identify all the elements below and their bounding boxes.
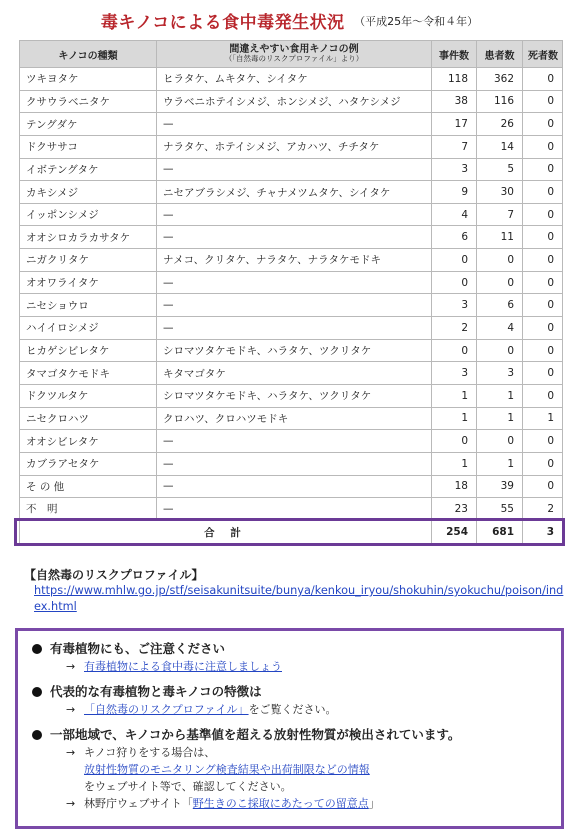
table-row bbox=[20, 362, 563, 385]
arrow-right-icon: → bbox=[66, 797, 76, 810]
cell-mushroom-name: クサウラベニタケ bbox=[20, 90, 157, 113]
cell-edible-example: ニセアブラシメジ、チャナメツムタケ、シイタケ bbox=[157, 181, 432, 204]
cell-deaths: 0 bbox=[523, 294, 563, 317]
table-row bbox=[20, 430, 563, 453]
cell-edible-example: — bbox=[157, 294, 432, 317]
bullet-dot-icon bbox=[32, 644, 42, 654]
cell-edible-example: ウラベニホテイシメジ、ホンシメジ、ハタケシメジ bbox=[157, 90, 432, 113]
poisoning-table-wrap bbox=[19, 40, 562, 545]
plants-poisoning-link[interactable]: 有毒植物による食中毒に注意しましょう bbox=[84, 660, 282, 673]
cell-edible-example: — bbox=[157, 271, 432, 294]
cell-deaths: 0 bbox=[523, 135, 563, 158]
cell-cases: 118 bbox=[432, 68, 477, 91]
cell-deaths: 0 bbox=[523, 90, 563, 113]
cell-edible-example: — bbox=[157, 452, 432, 475]
table-row bbox=[20, 294, 563, 317]
cell-edible-example: — bbox=[157, 475, 432, 498]
risk-profile-inline-link[interactable]: 「自然毒のリスクプロファイル」 bbox=[84, 703, 249, 716]
cell-deaths: 0 bbox=[523, 362, 563, 385]
forestry-suffix: 」 bbox=[368, 797, 380, 810]
page-period: （平成25年～令和４年） bbox=[354, 14, 479, 28]
poisoning-table bbox=[19, 40, 563, 545]
cell-deaths: 2 bbox=[523, 498, 563, 521]
cell-edible-example: — bbox=[157, 158, 432, 181]
cell-patients: 0 bbox=[477, 249, 523, 272]
cell-patients: 7 bbox=[477, 203, 523, 226]
cell-mushroom-name: ニセショウロ bbox=[20, 294, 157, 317]
cell-mushroom-name: そ の 他 bbox=[20, 475, 157, 498]
cell-deaths: 0 bbox=[523, 452, 563, 475]
cell-edible-example: — bbox=[157, 226, 432, 249]
cell-mushroom-name: ニガクリタケ bbox=[20, 249, 157, 272]
notice-radiation-title: 一部地域で、キノコから基準値を超える放射性物質が検出されています。 bbox=[50, 727, 461, 742]
cell-deaths: 0 bbox=[523, 249, 563, 272]
table-row bbox=[20, 384, 563, 407]
cell-patients: 0 bbox=[477, 339, 523, 362]
bullet-dot-icon bbox=[32, 687, 42, 697]
notice-box bbox=[15, 628, 564, 829]
cell-deaths: 0 bbox=[523, 158, 563, 181]
cell-cases: 23 bbox=[432, 498, 477, 521]
arrow-right-icon: → bbox=[66, 746, 76, 759]
radiation-line-3: をウェブサイト等で、確認してください。 bbox=[84, 780, 292, 793]
cell-deaths: 0 bbox=[523, 384, 563, 407]
col-header-example bbox=[157, 41, 432, 68]
table-row bbox=[20, 249, 563, 272]
cell-patients: 6 bbox=[477, 294, 523, 317]
cell-cases: 1 bbox=[432, 407, 477, 430]
cell-patients: 116 bbox=[477, 90, 523, 113]
cell-cases: 3 bbox=[432, 158, 477, 181]
cell-deaths: 0 bbox=[523, 113, 563, 136]
cell-mushroom-name: オオシロカラカサタケ bbox=[20, 226, 157, 249]
forestry-prefix: 林野庁ウェブサイト「 bbox=[84, 797, 193, 810]
features-suffix: をご覧ください。 bbox=[248, 703, 337, 716]
table-row bbox=[20, 475, 563, 498]
cell-edible-example: — bbox=[157, 430, 432, 453]
total-label: 合 計 bbox=[20, 520, 432, 544]
total-deaths: 3 bbox=[523, 520, 563, 544]
table-row bbox=[20, 68, 563, 91]
cell-patients: 0 bbox=[477, 271, 523, 294]
cell-patients: 5 bbox=[477, 158, 523, 181]
notice-features-sub bbox=[28, 701, 561, 718]
cell-cases: 9 bbox=[432, 181, 477, 204]
cell-edible-example: シロマツタケモドキ、ハラタケ、ツクリタケ bbox=[157, 339, 432, 362]
table-row bbox=[20, 90, 563, 113]
radiation-monitoring-link[interactable]: 放射性物質のモニタリング検査結果や出荷制限などの情報 bbox=[84, 763, 370, 776]
cell-edible-example: キタマゴタケ bbox=[157, 362, 432, 385]
table-row bbox=[20, 181, 563, 204]
table-row bbox=[20, 203, 563, 226]
cell-patients: 39 bbox=[477, 475, 523, 498]
notice-radiation-sub-3 bbox=[28, 778, 561, 795]
cell-patients: 1 bbox=[477, 452, 523, 475]
table-row bbox=[20, 317, 563, 340]
cell-cases: 3 bbox=[432, 362, 477, 385]
notice-features-title: 代表的な有毒植物と毒キノコの特徴は bbox=[50, 684, 262, 699]
cell-patients: 3 bbox=[477, 362, 523, 385]
page-title: 毒キノコによる食中毒発生状況 bbox=[100, 13, 345, 33]
cell-cases: 38 bbox=[432, 90, 477, 113]
col-header-example-note: （「自然毒のリスクプロファイル」より） bbox=[224, 54, 364, 64]
risk-profile-title: 【自然毒のリスクプロファイル】 bbox=[24, 568, 204, 582]
cell-cases: 1 bbox=[432, 384, 477, 407]
table-row bbox=[20, 339, 563, 362]
cell-mushroom-name: イッポンシメジ bbox=[20, 203, 157, 226]
cell-edible-example: — bbox=[157, 498, 432, 521]
cell-cases: 7 bbox=[432, 135, 477, 158]
risk-profile-link[interactable]: https://www.mhlw.go.jp/stf/seisakunitsuite/bunya/kenkou_iryou/shokuhin/syokuchu/poison/index.html bbox=[34, 584, 564, 613]
cell-mushroom-name: ドクササコ bbox=[20, 135, 157, 158]
cell-edible-example: クロハツ、クロハツモドキ bbox=[157, 407, 432, 430]
cell-mushroom-name: カキシメジ bbox=[20, 181, 157, 204]
cell-edible-example: — bbox=[157, 317, 432, 340]
arrow-right-icon: → bbox=[66, 703, 76, 716]
cell-deaths: 0 bbox=[523, 68, 563, 91]
cell-deaths: 0 bbox=[523, 339, 563, 362]
cell-patients: 14 bbox=[477, 135, 523, 158]
cell-patients: 0 bbox=[477, 430, 523, 453]
notice-bullet-plants bbox=[28, 639, 561, 658]
cell-patients: 1 bbox=[477, 407, 523, 430]
table-row bbox=[20, 226, 563, 249]
cell-cases: 17 bbox=[432, 113, 477, 136]
cell-patients: 55 bbox=[477, 498, 523, 521]
radiation-line-1: キノコ狩りをする場合は、 bbox=[84, 746, 216, 759]
col-header-example-main: 間違えやすい食用キノコの例 bbox=[229, 43, 359, 55]
cell-patients: 11 bbox=[477, 226, 523, 249]
cell-edible-example: — bbox=[157, 113, 432, 136]
forestry-wild-mushroom-link[interactable]: 野生きのこ採取にあたっての留意点 bbox=[192, 797, 369, 810]
cell-deaths: 0 bbox=[523, 226, 563, 249]
cell-cases: 4 bbox=[432, 203, 477, 226]
cell-mushroom-name: ハイイロシメジ bbox=[20, 317, 157, 340]
cell-edible-example: ナメコ、クリタケ、ナラタケ、ナラタケモドキ bbox=[157, 249, 432, 272]
cell-edible-example: ナラタケ、ホテイシメジ、アカハツ、チチタケ bbox=[157, 135, 432, 158]
notice-radiation-sub-1 bbox=[28, 744, 561, 761]
table-row bbox=[20, 135, 563, 158]
col-header-cases: 事件数 bbox=[432, 41, 477, 68]
table-header-row bbox=[20, 41, 563, 68]
notice-bullet-radiation bbox=[28, 725, 561, 744]
title-row bbox=[0, 8, 579, 34]
notice-radiation-sub-2 bbox=[28, 761, 561, 778]
cell-cases: 0 bbox=[432, 271, 477, 294]
cell-patients: 30 bbox=[477, 181, 523, 204]
cell-mushroom-name: イボテングタケ bbox=[20, 158, 157, 181]
arrow-right-icon: → bbox=[66, 660, 76, 673]
cell-deaths: 0 bbox=[523, 317, 563, 340]
cell-edible-example: ヒラタケ、ムキタケ、シイタケ bbox=[157, 68, 432, 91]
cell-edible-example: — bbox=[157, 203, 432, 226]
table-row bbox=[20, 271, 563, 294]
table-total-row bbox=[20, 520, 563, 544]
cell-cases: 1 bbox=[432, 452, 477, 475]
cell-deaths: 0 bbox=[523, 181, 563, 204]
col-header-patients: 患者数 bbox=[477, 41, 523, 68]
cell-cases: 0 bbox=[432, 249, 477, 272]
cell-deaths: 0 bbox=[523, 475, 563, 498]
cell-mushroom-name: テングダケ bbox=[20, 113, 157, 136]
table-row bbox=[20, 407, 563, 430]
col-header-deaths: 死者数 bbox=[523, 41, 563, 68]
cell-mushroom-name: タマゴタケモドキ bbox=[20, 362, 157, 385]
notice-bullet-features bbox=[28, 682, 561, 701]
cell-patients: 1 bbox=[477, 384, 523, 407]
cell-edible-example: シロマツタケモドキ、ハラタケ、ツクリタケ bbox=[157, 384, 432, 407]
cell-mushroom-name: ツキヨタケ bbox=[20, 68, 157, 91]
cell-mushroom-name: ニセクロハツ bbox=[20, 407, 157, 430]
notice-forestry-sub bbox=[28, 795, 561, 812]
cell-cases: 18 bbox=[432, 475, 477, 498]
table-row bbox=[20, 113, 563, 136]
cell-mushroom-name: オオシビレタケ bbox=[20, 430, 157, 453]
table-row bbox=[20, 452, 563, 475]
table-row bbox=[20, 498, 563, 521]
total-cases: 254 bbox=[432, 520, 477, 544]
cell-patients: 26 bbox=[477, 113, 523, 136]
cell-mushroom-name: カブラアセタケ bbox=[20, 452, 157, 475]
notice-plants-sub bbox=[28, 658, 561, 675]
bullet-dot-icon bbox=[32, 730, 42, 740]
cell-cases: 0 bbox=[432, 339, 477, 362]
cell-cases: 6 bbox=[432, 226, 477, 249]
cell-cases: 2 bbox=[432, 317, 477, 340]
cell-deaths: 0 bbox=[523, 203, 563, 226]
cell-mushroom-name: ドクツルタケ bbox=[20, 384, 157, 407]
cell-mushroom-name: 不 明 bbox=[20, 498, 157, 521]
total-patients: 681 bbox=[477, 520, 523, 544]
cell-patients: 362 bbox=[477, 68, 523, 91]
cell-deaths: 1 bbox=[523, 407, 563, 430]
col-header-name: キノコの種類 bbox=[20, 41, 157, 68]
cell-deaths: 0 bbox=[523, 271, 563, 294]
table-row bbox=[20, 158, 563, 181]
cell-patients: 4 bbox=[477, 317, 523, 340]
notice-plants-title: 有毒植物にも、ご注意ください bbox=[50, 641, 226, 656]
cell-cases: 0 bbox=[432, 430, 477, 453]
cell-mushroom-name: ヒカゲシビレタケ bbox=[20, 339, 157, 362]
cell-cases: 3 bbox=[432, 294, 477, 317]
cell-deaths: 0 bbox=[523, 430, 563, 453]
cell-mushroom-name: オオワライタケ bbox=[20, 271, 157, 294]
table-body bbox=[20, 68, 563, 521]
